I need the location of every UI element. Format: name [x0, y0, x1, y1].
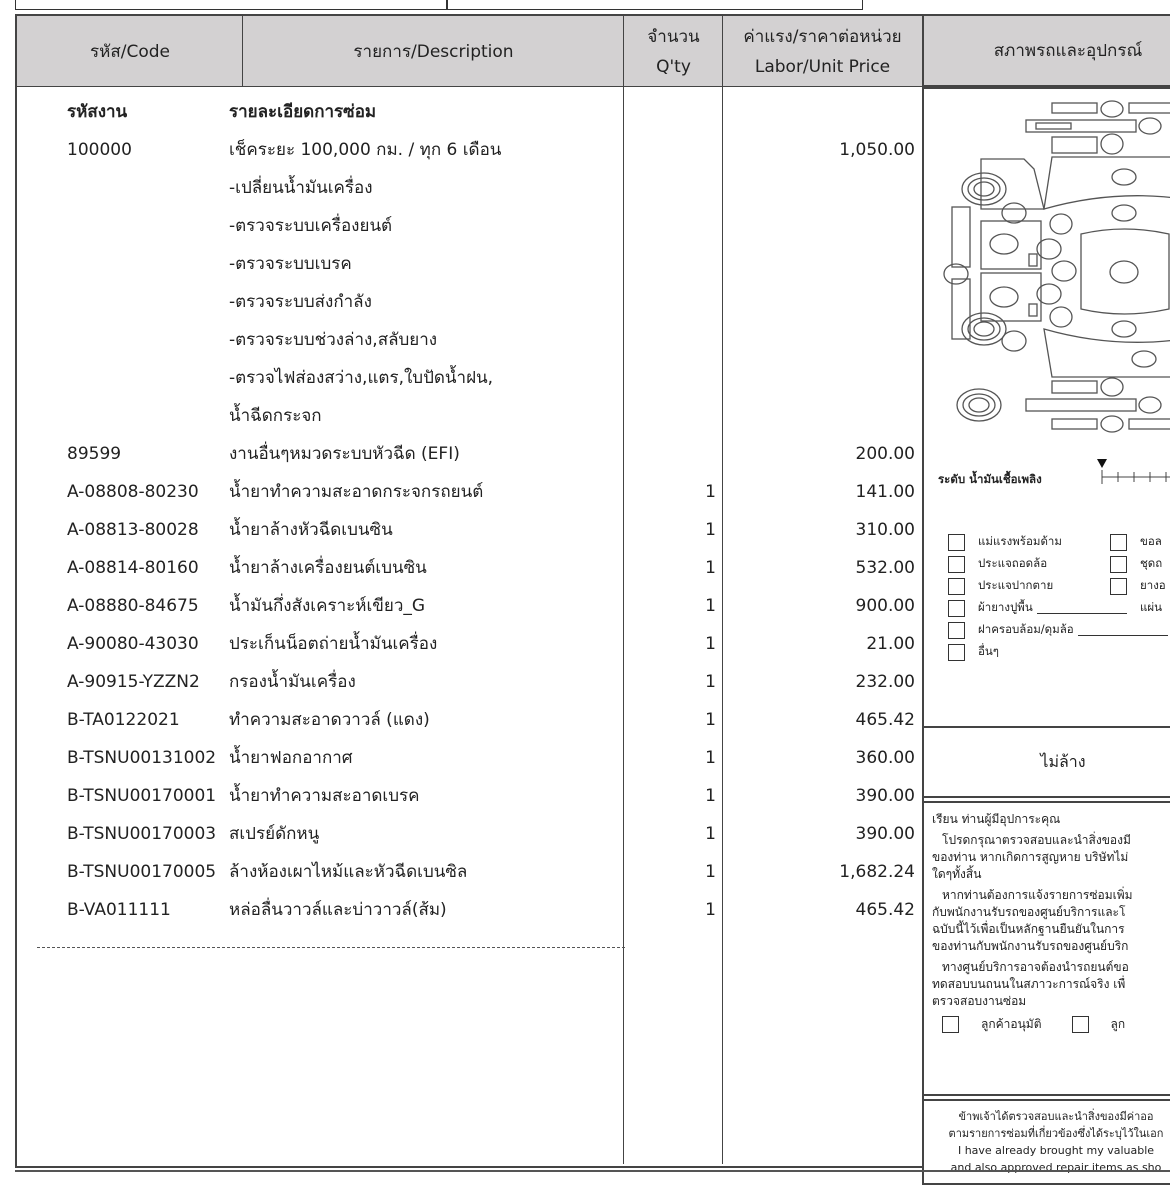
- item-description: กรองน้ำมันเครื่อง: [229, 672, 356, 692]
- item-code: B-TSNU00170003: [67, 824, 217, 844]
- divider: [242, 16, 243, 87]
- table-row: [17, 853, 922, 891]
- table-row: [17, 359, 922, 397]
- item-description: น้ำยาล้างเครื่องยนต์เบนซิน: [229, 558, 427, 578]
- item-description: งานอื่นๆหมวดระบบหัวฉีด (EFI): [229, 444, 460, 464]
- table-row: [17, 777, 922, 815]
- table-row: [17, 473, 922, 511]
- car-damage-diagram-icon: [924, 89, 1170, 469]
- customer-approve-label: ลูกค้าอนุมัติ: [981, 1017, 1042, 1031]
- item-description: ประเก็นน็อตถ่ายน้ำมันเครื่อง: [229, 634, 438, 654]
- notice-paragraph-2: หากท่านต้องการแจ้งรายการซ่อมเพิ่ม กับพนักงานรับรถของศูนย์บริการและโ ฉบับนี้ไว้เพื่อเป็นหลักฐานยืนยันในการ ของท่านกับพนักงานรับรถของศูนย์บริก: [932, 888, 1133, 953]
- item-description: น้ำยาฟอกอากาศ: [229, 748, 353, 768]
- checklist-item-col2-4: แผ่น: [1140, 600, 1163, 614]
- item-price: 232.00: [855, 672, 915, 692]
- checklist-item-floor-mat[interactable]: ผ้ายางปูพื้น: [948, 599, 1127, 617]
- top-info-cell-1: [15, 0, 447, 10]
- table-row: [17, 739, 922, 777]
- item-price: 900.00: [855, 596, 915, 616]
- vehicle-diagram-section: [922, 87, 1170, 729]
- customer-option-2-label: ลูก: [1110, 1017, 1126, 1031]
- checklist-item-col2-1[interactable]: ขอล: [1110, 533, 1162, 551]
- top-info-cell-2: [447, 0, 863, 10]
- table-row: [17, 321, 922, 359]
- table-row: [17, 891, 922, 929]
- table-row: [17, 587, 922, 625]
- checklist-item-jack[interactable]: แม่แรงพร้อมด้าม: [948, 533, 1062, 551]
- checklist-item-wheel-wrench[interactable]: ประแจถอดล้อ: [948, 555, 1047, 573]
- checkbox[interactable]: [1110, 534, 1127, 551]
- item-code: A-08814-80160: [67, 558, 199, 578]
- item-description: น้ำฉีดกระจก: [229, 406, 322, 426]
- item-description: ล้างห้องเผาไหม้และหัวฉีดเบนซิล: [229, 862, 468, 882]
- notice-paragraph-1: โปรดกรุณาตรวจสอบและนำสิ่งของมี ของท่าน หากเกิดการสูญหาย บริษัทไม่ ใดๆทั้งสิ้น: [932, 833, 1131, 881]
- table-row: [17, 283, 922, 321]
- item-qty: 1: [705, 900, 716, 920]
- header-code: รหัส/Code: [90, 41, 170, 62]
- item-description: -ตรวจระบบเบรค: [229, 254, 352, 274]
- item-description: น้ำมันกึ่งสังเคราะห์เขียว_G: [229, 596, 426, 616]
- item-code: A-08808-80230: [67, 482, 199, 502]
- item-description: น้ำยาทำความสะอาดเบรค: [229, 786, 420, 806]
- item-price: 200.00: [855, 444, 915, 464]
- checklist-item-spanner[interactable]: ประแจปากตาย: [948, 577, 1053, 595]
- table-row: [17, 511, 922, 549]
- table-row: [17, 663, 922, 701]
- table-header: [17, 16, 922, 87]
- item-qty: 1: [705, 482, 716, 502]
- checkbox[interactable]: [1110, 556, 1127, 573]
- item-code: 89599: [67, 444, 122, 464]
- item-code: A-90915-YZZN2: [67, 672, 200, 692]
- checkbox[interactable]: [948, 622, 965, 639]
- item-price: 465.42: [855, 710, 915, 730]
- item-code: A-08880-84675: [67, 596, 199, 616]
- item-description: หล่อลื่นวาวล์และบ่าวาวล์(ส้ม): [229, 900, 447, 920]
- vehicle-condition-header: สภาพรถและอุปกรณ์: [922, 14, 1170, 87]
- item-description: -เปลี่ยนน้ำมันเครื่อง: [229, 178, 373, 198]
- checkbox[interactable]: [948, 644, 965, 661]
- table-row: [17, 397, 922, 435]
- approval-options: [932, 1016, 1170, 1033]
- bottom-strip: [15, 1170, 1170, 1193]
- wash-status: ไม่ล้าง: [1040, 751, 1086, 771]
- item-qty: 1: [705, 824, 716, 844]
- item-price: 310.00: [855, 520, 915, 540]
- checkbox[interactable]: [948, 600, 965, 617]
- item-qty: 1: [705, 786, 716, 806]
- item-description: น้ำยาล้างหัวฉีดเบนซิน: [229, 520, 393, 540]
- customer-notice: [922, 801, 1170, 1096]
- item-qty: 1: [705, 672, 716, 692]
- item-price: 532.00: [855, 558, 915, 578]
- repair-items-table: [15, 14, 924, 1168]
- item-qty: 1: [705, 634, 716, 654]
- table-row: [17, 131, 922, 169]
- table-row: [17, 435, 922, 473]
- item-price: 1,682.24: [839, 862, 915, 882]
- item-description: -ตรวจไฟส่องสว่าง,แตร,ใบปัดน้ำฝน,: [229, 368, 494, 388]
- header-qty: จำนวน Q'ty: [647, 26, 700, 77]
- checklist-item-wheel-cover[interactable]: ฝาครอบล้อม/ดุมล้อ: [948, 621, 1168, 639]
- table-row: [17, 245, 922, 283]
- item-description: -ตรวจระบบช่วงล่าง,สลับยาง: [229, 330, 438, 350]
- checklist-item-col2-3[interactable]: ยางอ: [1110, 577, 1166, 595]
- item-code: 100000: [67, 140, 132, 160]
- item-description: -ตรวจระบบเครื่องยนต์: [229, 216, 393, 236]
- item-code: B-TA0122021: [67, 710, 180, 730]
- table-row: [17, 815, 922, 853]
- table-row: [17, 207, 922, 245]
- item-code: A-08813-80028: [67, 520, 199, 540]
- notice-greeting: เรียน ท่านผู้มีอุปการะคุณ: [932, 812, 1061, 826]
- floor-mat-input-line[interactable]: [1037, 602, 1127, 614]
- item-code: B-VA011111: [67, 900, 171, 920]
- customer-approve-checkbox[interactable]: [942, 1016, 959, 1033]
- item-code: B-TSNU00170001: [67, 786, 217, 806]
- item-price: 141.00: [855, 482, 915, 502]
- item-description: ทำความสะอาดวาวล์ (แดง): [229, 710, 430, 730]
- item-description: น้ำยาทำความสะอาดกระจกรถยนต์: [229, 482, 484, 502]
- table-row: [17, 625, 922, 663]
- item-qty: 1: [705, 520, 716, 540]
- item-qty: 1: [705, 558, 716, 578]
- fuel-level-label: ระดับ น้ำมันเชื้อเพลิง: [938, 472, 1042, 486]
- item-price: 360.00: [855, 748, 915, 768]
- item-price: 1,050.00: [839, 140, 915, 160]
- item-code: B-TSNU00170005: [67, 862, 217, 882]
- checkbox[interactable]: [948, 534, 965, 551]
- wash-status-box: [922, 726, 1170, 798]
- checkbox[interactable]: [948, 578, 965, 595]
- table-row: [17, 701, 922, 739]
- fuel-gauge-icon: [1094, 457, 1170, 487]
- checklist-item-col2-2[interactable]: ชุดถ: [1110, 555, 1162, 573]
- customer-option-2-checkbox[interactable]: [1072, 1016, 1089, 1033]
- item-price: 390.00: [855, 786, 915, 806]
- item-qty: 1: [705, 862, 716, 882]
- customer-consent: ข้าพเจ้าได้ตรวจสอบและนำสิ่งของมีค่าออ ตามรายการซ่อมที่เกี่ยวข้องซึ่งได้ระบุไว้ในเอก I have already brought my valuable and also approved repair items as sho: [922, 1099, 1170, 1185]
- top-info-strip: [0, 0, 1170, 11]
- item-qty: 1: [705, 748, 716, 768]
- header-price: ค่าแรง/ราคาต่อหน่วย Labor/Unit Price: [743, 26, 902, 77]
- fuel-level-marker: [1097, 459, 1107, 468]
- table-row: [17, 169, 922, 207]
- checkbox[interactable]: [948, 556, 965, 573]
- item-price: 21.00: [866, 634, 915, 654]
- item-qty: 1: [705, 710, 716, 730]
- end-of-list-divider: [37, 947, 625, 948]
- checklist-item-other[interactable]: อื่นๆ: [948, 643, 999, 661]
- item-price: 390.00: [855, 824, 915, 844]
- notice-paragraph-3: ทางศูนย์บริการอาจต้องนำรถยนต์ขอ ทดสอบบนถนนในสภาวะการณ์จริง เพื่ ตรวจสอบงานซ่อม: [932, 960, 1129, 1008]
- checkbox[interactable]: [1110, 578, 1127, 595]
- item-code: B-TSNU00131002: [67, 748, 217, 768]
- table-row: [17, 549, 922, 587]
- item-code: A-90080-43030: [67, 634, 199, 654]
- header-description: รายการ/Description: [353, 41, 514, 62]
- item-price: 465.42: [855, 900, 915, 920]
- item-description: สเปรย์ดักหนู: [229, 824, 320, 844]
- section-header-row: รหัสงาน รายละเอียดการซ่อม: [67, 102, 377, 122]
- wheel-cover-input-line[interactable]: [1078, 624, 1168, 636]
- item-qty: 1: [705, 596, 716, 616]
- item-description: -ตรวจระบบส่งกำลัง: [229, 292, 372, 312]
- item-description: เช็คระยะ 100,000 กม. / ทุก 6 เดือน: [229, 140, 502, 160]
